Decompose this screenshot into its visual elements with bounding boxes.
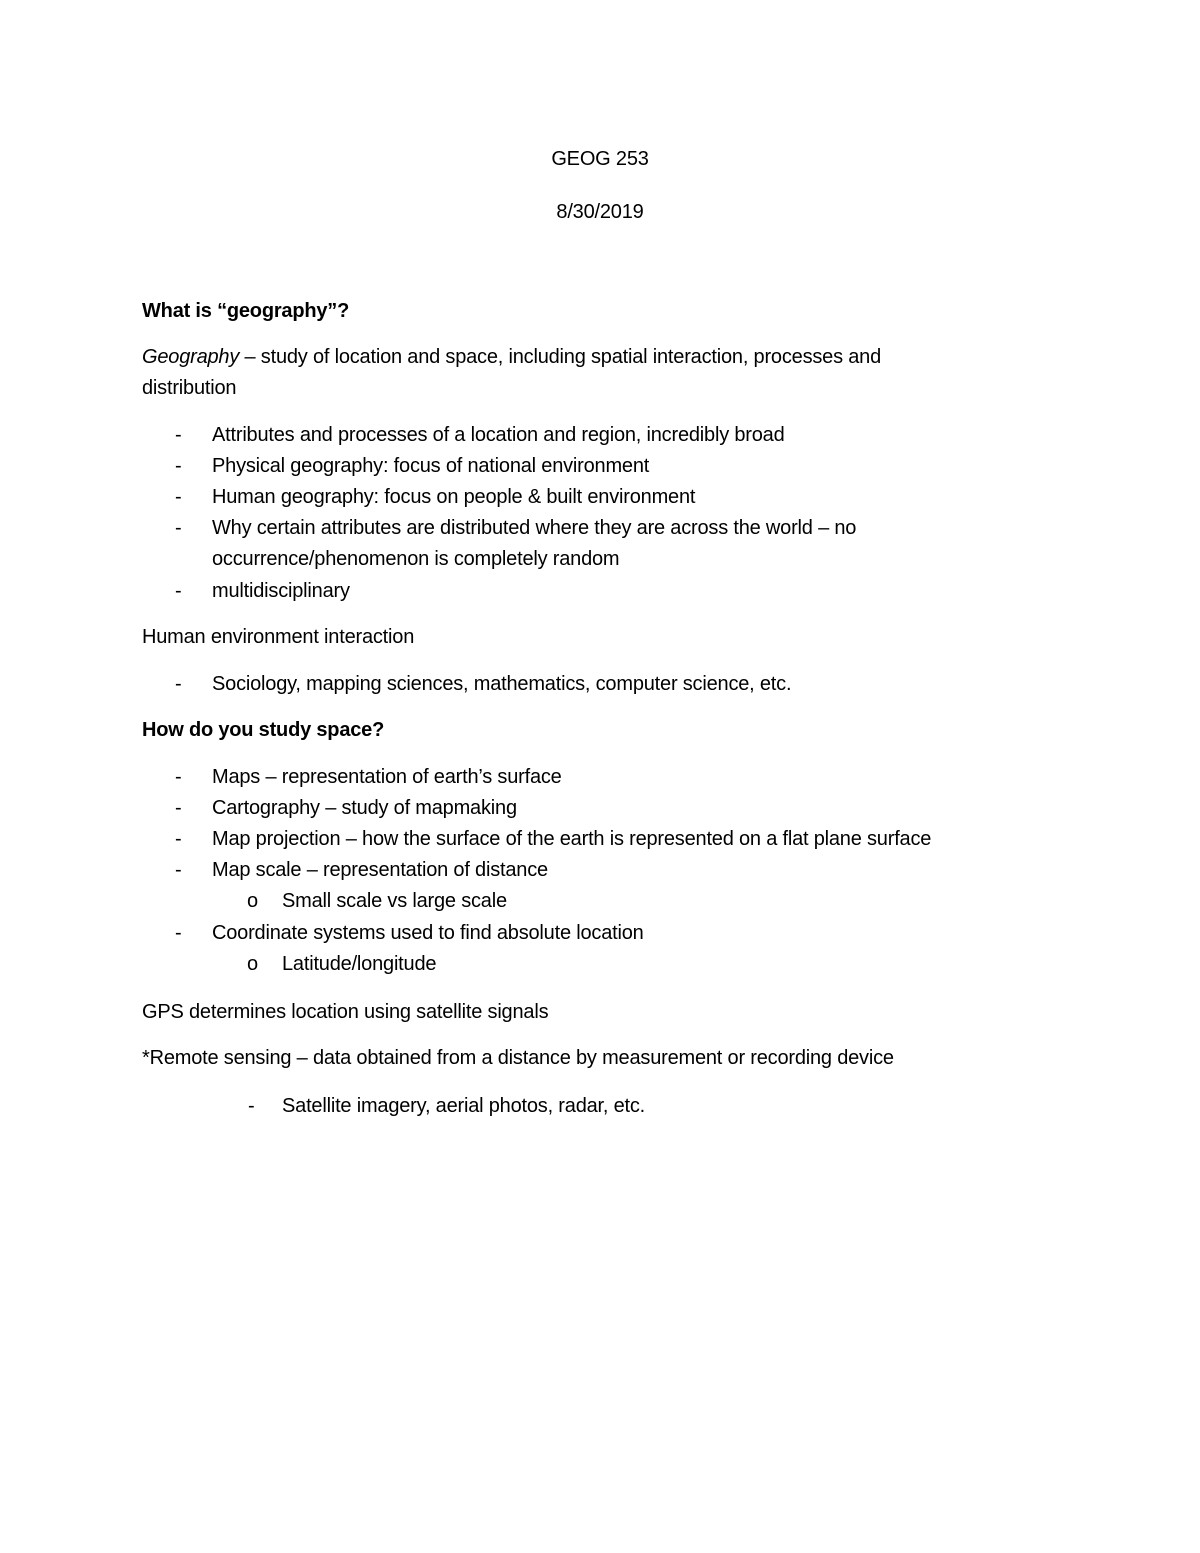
bullet-marker: - xyxy=(175,424,182,446)
section-heading-study-space: How do you study space? xyxy=(142,719,385,741)
list-item: Maps – representation of earth’s surface xyxy=(212,766,562,788)
list-item: Physical geography: focus of national environment xyxy=(212,455,650,477)
bullet-marker: - xyxy=(175,766,182,788)
section-heading-human-environment: Human environment interaction xyxy=(142,626,415,648)
bullet-marker: - xyxy=(175,486,182,508)
bullet-marker: - xyxy=(175,797,182,819)
lecture-date: 8/30/2019 xyxy=(556,201,644,223)
bullet-marker: - xyxy=(175,859,182,881)
bullet-marker: - xyxy=(248,1095,255,1117)
sub-bullet-marker: o xyxy=(247,890,259,912)
section-heading-what-is-geography: What is “geography”? xyxy=(142,300,350,322)
definition-text: – study of location and space, including spatial interaction, processes and xyxy=(239,346,882,368)
list-item: Why certain attributes are distributed where they are across the world – no xyxy=(212,517,857,539)
bullet-marker: - xyxy=(175,922,182,944)
list-item: Satellite imagery, aerial photos, radar, etc. xyxy=(282,1095,646,1117)
list-item: Attributes and processes of a location and region, incredibly broad xyxy=(212,424,785,446)
list-item-continuation: occurrence/phenomenon is completely random xyxy=(212,548,620,570)
gps-line: GPS determines location using satellite signals xyxy=(142,1001,549,1023)
bullet-marker: - xyxy=(175,517,182,539)
definition-line-2: distribution xyxy=(142,377,237,399)
sub-list-item: Latitude/longitude xyxy=(282,953,437,975)
list-item: Map projection – how the surface of the earth is represented on a flat plane surface xyxy=(212,828,932,850)
list-item: Sociology, mapping sciences, mathematics, computer science, etc. xyxy=(212,673,792,695)
definition-term: Geography xyxy=(142,346,240,368)
sub-bullet-marker: o xyxy=(247,953,259,975)
list-item: Cartography – study of mapmaking xyxy=(212,797,517,819)
list-item: Human geography: focus on people & built environment xyxy=(212,486,696,508)
bullet-marker: - xyxy=(175,455,182,477)
bullet-marker: - xyxy=(175,828,182,850)
definition-line-1 xyxy=(142,342,881,373)
course-title: GEOG 253 xyxy=(551,148,649,170)
bullet-marker: - xyxy=(175,580,182,602)
list-item: Coordinate systems used to find absolute location xyxy=(212,922,644,944)
remote-sensing-line: *Remote sensing – data obtained from a distance by measurement or recording device xyxy=(142,1047,894,1069)
sub-list-item: Small scale vs large scale xyxy=(282,890,507,912)
list-item: Map scale – representation of distance xyxy=(212,859,548,881)
bullet-marker: - xyxy=(175,673,182,695)
list-item: multidisciplinary xyxy=(212,580,350,602)
